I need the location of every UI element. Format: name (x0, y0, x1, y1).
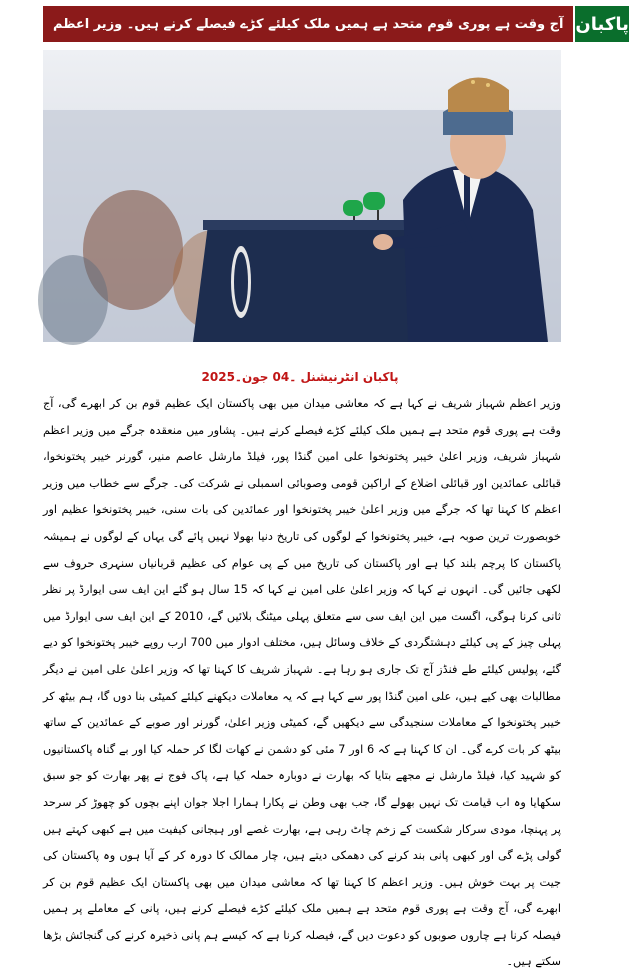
dateline: پاکبان انٹرنیشنل ۔04 جون۔2025 (201, 370, 399, 384)
brand-logo: پاکبان (573, 6, 628, 42)
speaker-photo-illustration (43, 50, 561, 342)
news-photo (43, 50, 561, 342)
article-body (43, 391, 561, 976)
header-banner (43, 6, 629, 42)
headline: آج وقت ہے پوری قوم متحد ہے ہمیں ملک کیلئے کڑے فیصلے کرنے ہیں۔ وزیر اعظم (43, 6, 573, 42)
article-paragraph: وزیر اعظم شہباز شریف نے کہا ہے کہ معاشی میدان میں بھی پاکستان ایک عظیم قوم بن کر ابھرے گی، آج وقت ہے پوری قوم متحد ہے ہمیں ملک کیلئے کڑے فیصلے کرنے ہیں۔ پشاور میں منعقدہ جرگے میں وزیر اعظم شہباز شریف، وزیر اعلیٰ خیبر پختونخوا علی امین گنڈا پور، فیلڈ مارشل عاصم منیر، گورنر خیبر پختونخوا، قبائلی عمائدین اور قبائلی اضلاع کے اراکین قومی وصوبائی اسمبلی نے شرکت کی۔ جرگے سے خطاب میں وزیر اعظم کا کہنا تھا کہ جرگے میں وزیر اعلیٰ خیبر پختونخوا اور عمائدین کی بات سنی، خیبر پختونخوا عظیم اور خوبصورت ترین صوبہ ہے، خیبر پختونخوا کے لوگوں کی تاریخ دنیا بھولا نہیں پائے گی یہاں کے لوگوں نے ہمیشہ پاکستان کا پرچم بلند کیا ہے اور پاکستان کی تاریخ میں کے پی عوام کی عظیم قربانیاں سنہری حروف سے لکھی جائیں گی۔ انہوں نے کہا کہ وزیر اعلیٰ علی امین نے کہا کہ 15 سال ہو گئے این ایف سی ایوارڈ پر نظر ثانی کرنا ہوگی، اگست میں این ایف سی سے متعلق پہلی میٹنگ بلائیں گے، 2010 کے این ایف سی ایوارڈ میں پہلی چیز کے پی کیلئے دہشتگردی کے خلاف وسائل ہیں، مختلف ادوار میں 700 ارب روپے خیبر پختونخوا کو دیے گئے، پولیس کیلئے طے فنڈز آج تک جاری ہو رہا ہے۔ شہباز شریف کا کہنا تھا کہ وزیر اعلیٰ علی امین نے دیگر مطالبات بھی کیے ہیں، علی امین گنڈا پور سے کہا ہے کہ یہ معاملات دیکھنے کیلئے کمیٹی بنا دوں گا، ہم بیٹھ کر خیبر پختونخوا کے معاملات سنجیدگی سے دیکھیں گے، کمیٹی وزیر اعلیٰ، گورنر اور صوبے کے عمائدین کے ساتھ بیٹھ کر بات کرے گی۔ ان کا کہنا ہے کہ 6 اور 7 مئی کو دشمن نے کھات لگا کر حملہ کیا اور بے گناہ پاکستانیوں کو شہید کیا، فیلڈ مارشل نے مجھے بتایا کہ بھارت نے دوبارہ حملہ کیا ہے، پاک فوج نے پھر بھارت کو جو سبق سکھایا وہ اب قیامت تک نہیں بھولے گا، جب بھی وطن نے پکارا ہمارا اجلا جوان اپنے بچوں کو چھوڑ کر سرحد پر پہنچا، مودی سرکار شکست کے زخم چاٹ رہی ہے، بھارت غصے اور ہیجانی کیفیت میں ہے کبھی کہتے ہیں گولی پڑے گی اور کبھی پانی بند کرنے کی دھمکی دیتے ہیں، چار ممالک کا دورہ کر کے آیا ہوں وہ پاکستان کی جیت پر بہت خوش ہیں۔ وزیر اعظم کا کہنا تھا کہ معاشی میدان میں بھی پاکستان ایک عظیم قوم بن کر ابھرے گی، آج وقت ہے پوری قوم متحد ہے ہمیں ملک کیلئے کڑے فیصلے کرنے ہیں، پانی کے معاملے پر ہمیں فیصلہ کرنا ہے چاروں صوبوں کو دعوت دیں گے، فیصلہ کرنا ہے کہ کیسے ہم پانی ذخیرہ کرنے کی گنجائش بڑھا سکتے ہیں۔ (43, 397, 562, 969)
